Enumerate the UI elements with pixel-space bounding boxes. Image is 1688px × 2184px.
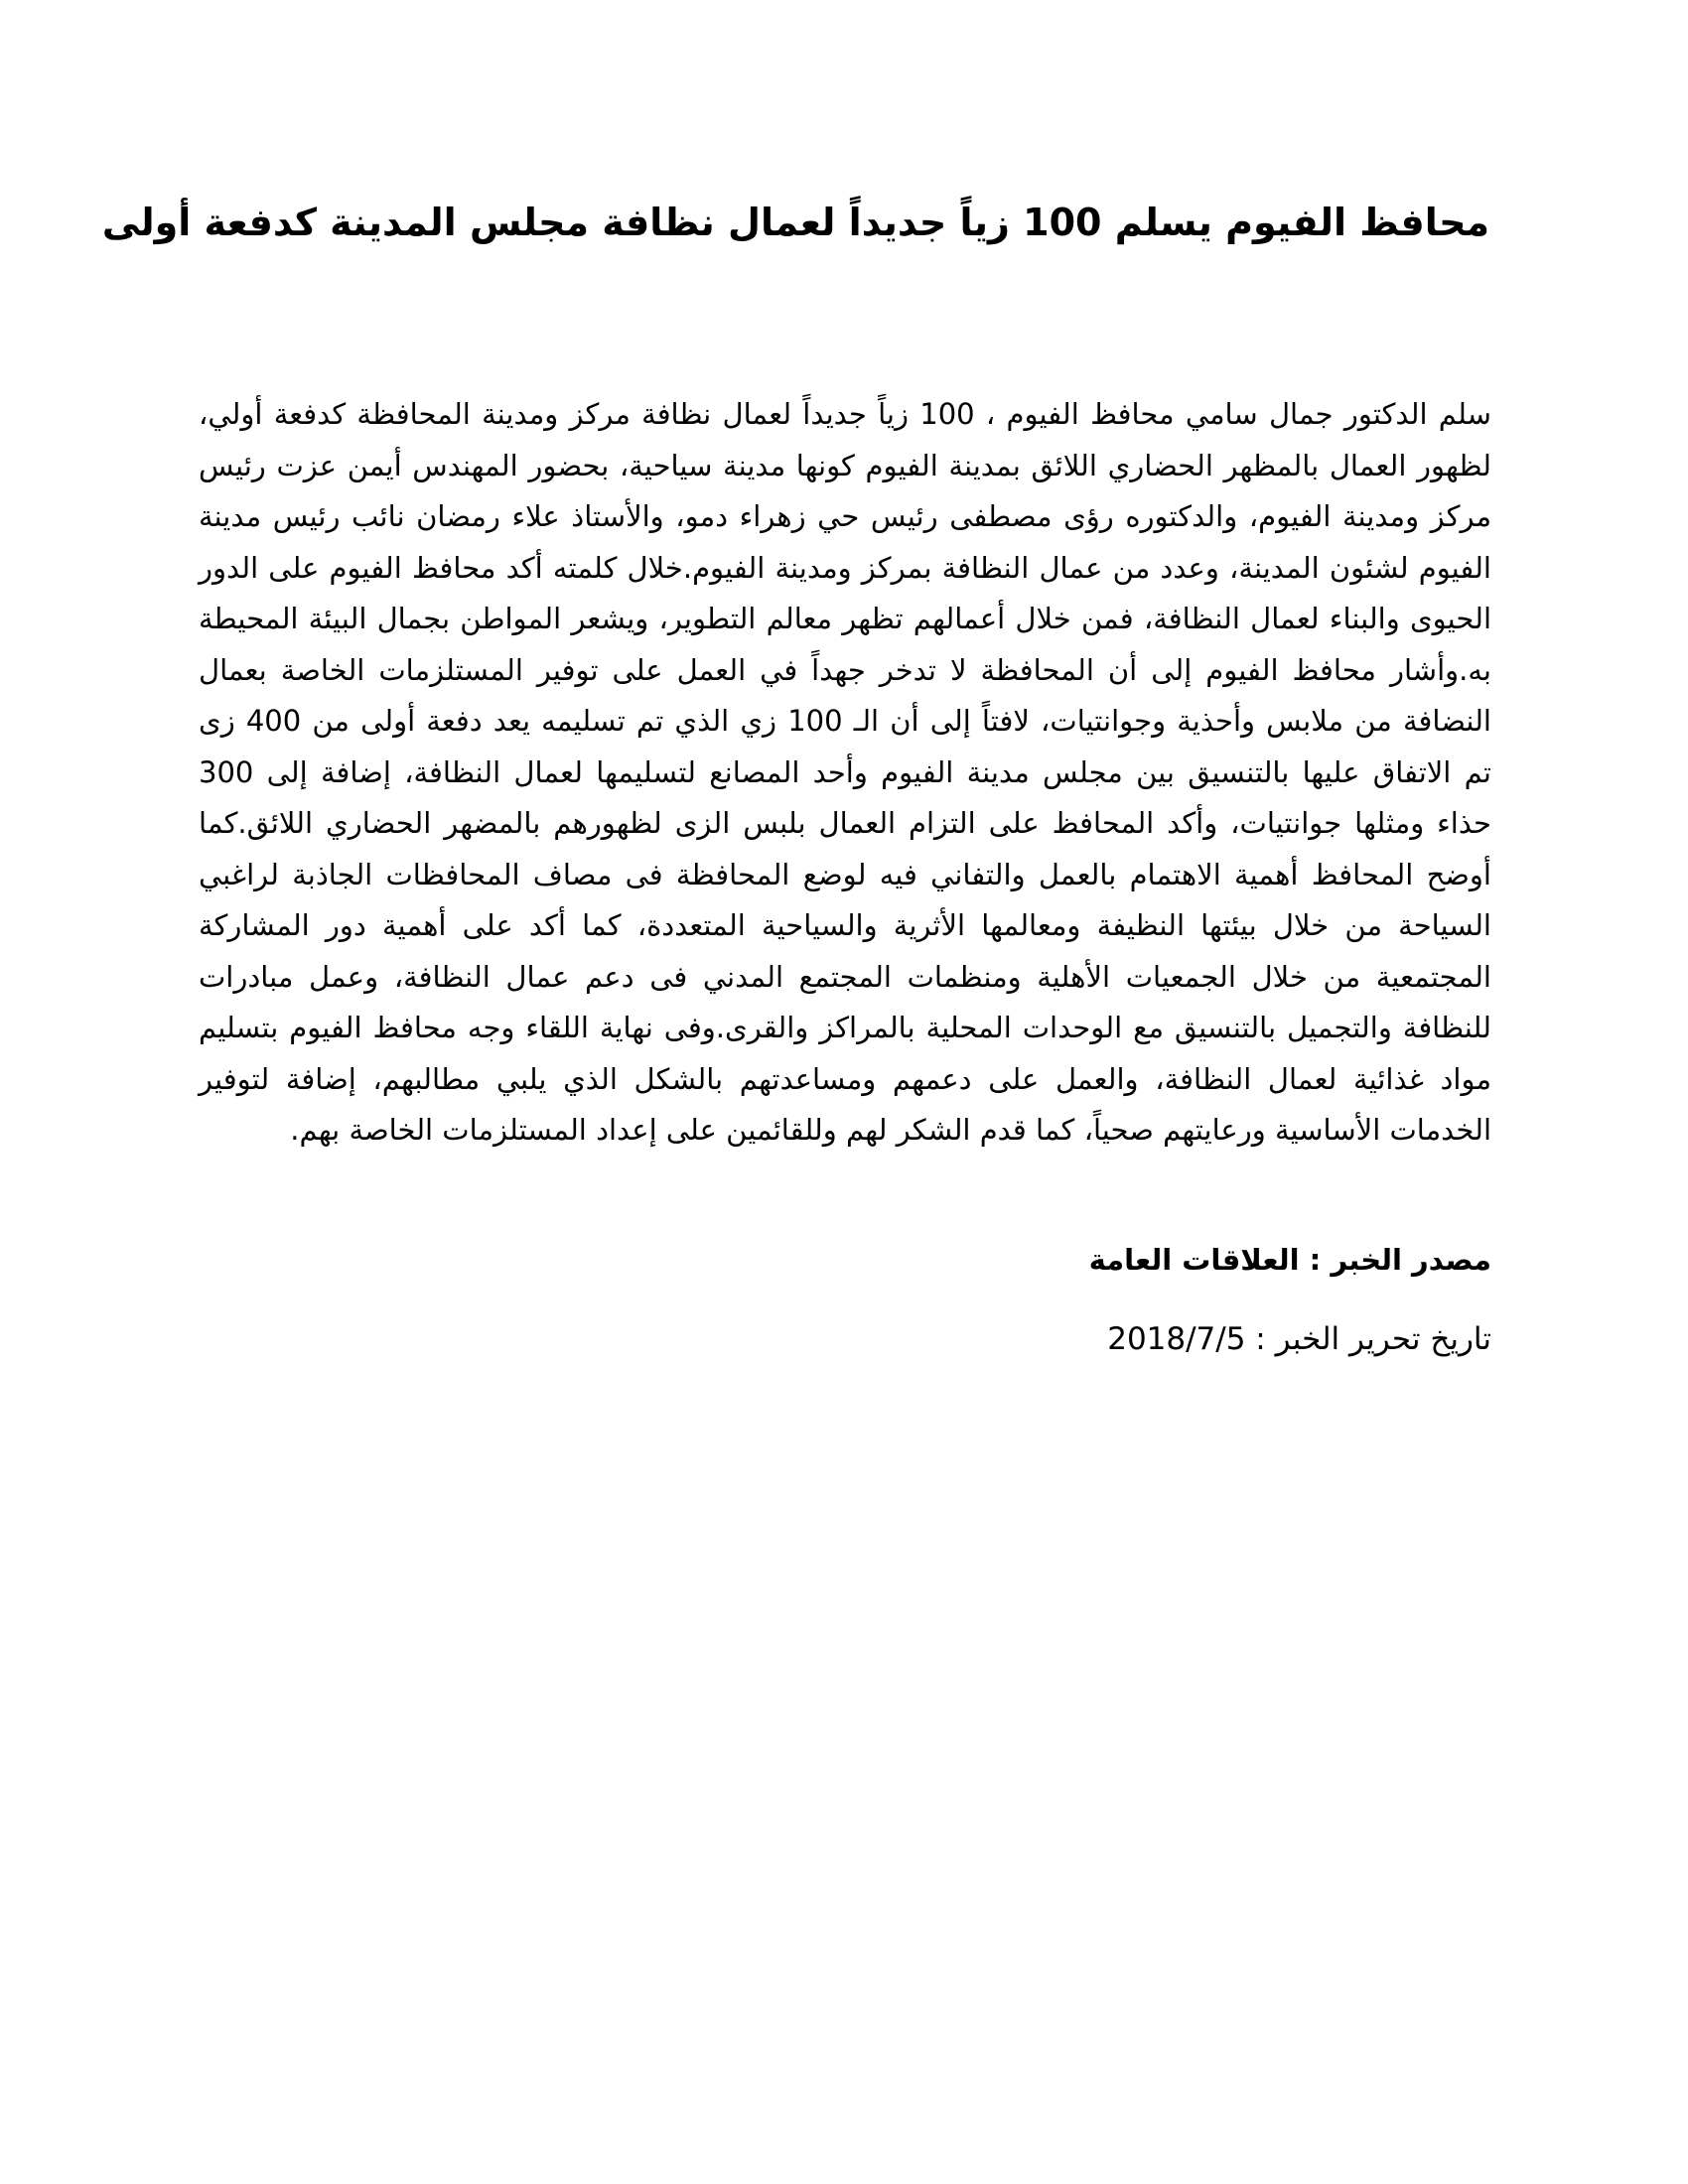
news-source: مصدر الخبر : العلاقات العامة [1088,1243,1491,1277]
article-body: سلم الدكتور جمال سامي محافظ الفيوم ، 100 زياً جديداً لعمال نظافة مركز ومدينة المحافظة كدفعة أولي، لظهور العمال بالمظهر الحضاري اللائق بمدينة الفيوم كونها مدينة سياحية، بحضور المهندس أيمن عزت رئيس مركز ومدينة الفيوم، والدكتوره رؤى مصطفى رئيس حي زهراء دمو، والأستاذ علاء رمضان نائب رئيس مدينة الفيوم لشئون المدينة، وعدد من عمال النظافة بمركز ومدينة الفيوم.خلال كلمته أكد محافظ الفيوم على الدور الحيوى والبناء لعمال النظافة، فمن خلال أعمالهم تظهر معالم التطوير، ويشعر المواطن بجمال البيئة المحيطة به.وأشار محافظ الفيوم إلى أن المحافظة لا تدخر جهداً في العمل على توفير المستلزمات الخاصة بعمال النضافة من ملابس وأحذية وجوانتيات، لافتاً إلى أن الـ 100 زي الذي تم تسليمه يعد دفعة أولى من 400 زى تم الاتفاق عليها بالتنسيق بين مجلس مدينة الفيوم وأحد المصانع لتسليمها لعمال النظافة، إضافة إلى 300 حذاء ومثلها جوانتيات، وأكد المحافظ على التزام العمال بلبس الزى لظهورهم بالمضهر الحضاري اللائق.كما أوضح المحافظ أهمية الاهتمام بالعمل والتفاني فيه لوضع المحافظة فى مصاف المحافظات الجاذبة لراغبي السياحة من خلال بيئتها النظيفة ومعالمها الأثرية والسياحية المتعددة، كما أكد على أهمية دور المشاركة المجتمعية من خلال الجمعيات الأهلية ومنظمات المجتمع المدني فى دعم عمال النظافة، وعمل مبادرات للنظافة والتجميل بالتنسيق مع الوحدات المحلية بالمراكز والقرى.وفى نهاية اللقاء وجه محافظ الفيوم بتسليم مواد غذائية لعمال النظافة، والعمل على دعمهم ومساعدتهم بالشكل الذي يلبي مطالبهم، إضافة لتوفير الخدمات الأساسية ورعايتهم صحياً، كما قدم الشكر لهم وللقائمين على إعداد المستلزمات الخاصة بهم. [199,397,1491,1147]
edit-date: تاريخ تحرير الخبر : 2018/7/5 [1107,1321,1491,1357]
article-title: محافظ الفيوم يسلم 100 زياً جديداً لعمال نظافة مجلس المدينة كدفعة أولى [101,201,1489,244]
